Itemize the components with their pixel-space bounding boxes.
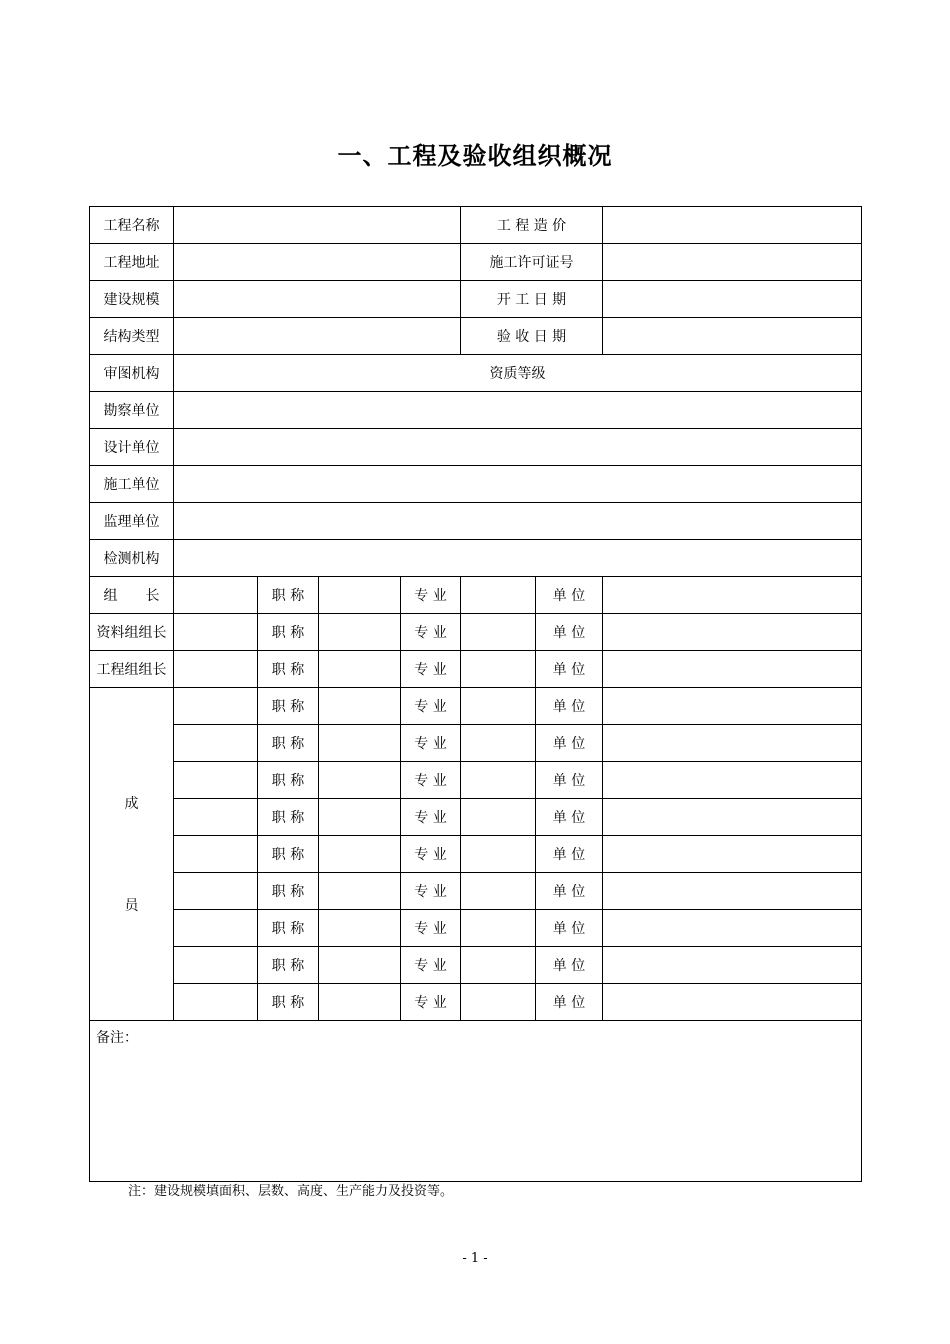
start-date-field[interactable] [603, 281, 862, 318]
table-row [90, 540, 862, 577]
major-field[interactable] [461, 688, 536, 725]
permit-number-field[interactable] [603, 244, 862, 281]
title-field[interactable] [319, 947, 401, 984]
title-field[interactable] [319, 873, 401, 910]
title-label: 职 称 [258, 984, 319, 1021]
field-label: 工 程 造 价 [461, 207, 603, 244]
field-label: 审图机构 [90, 355, 174, 392]
unit-field[interactable] [603, 651, 862, 688]
design-unit-field[interactable] [174, 429, 862, 466]
acceptance-organization-table [89, 206, 862, 1182]
page-number: - 1 - [462, 1251, 488, 1266]
table-row [90, 688, 862, 725]
table-row [90, 392, 862, 429]
title-label: 职 称 [258, 873, 319, 910]
title-label: 职 称 [258, 725, 319, 762]
title-field[interactable] [319, 910, 401, 947]
major-label: 专 业 [401, 651, 461, 688]
table-row [90, 651, 862, 688]
title-label: 职 称 [258, 577, 319, 614]
field-label: 设计单位 [90, 429, 174, 466]
unit-field[interactable] [603, 762, 862, 799]
table-row [90, 799, 862, 836]
footnote: 注：建设规模填面积、层数、高度、生产能力及投资等。 [128, 1184, 454, 1199]
structure-type-field[interactable] [174, 318, 461, 355]
construction-unit-field[interactable] [174, 466, 862, 503]
field-label: 勘察单位 [90, 392, 174, 429]
field-label: 开 工 日 期 [461, 281, 603, 318]
name-field[interactable] [174, 577, 258, 614]
table-row [90, 984, 862, 1021]
unit-field[interactable] [603, 947, 862, 984]
name-field[interactable] [174, 984, 258, 1021]
unit-label: 单 位 [536, 947, 603, 984]
major-field[interactable] [461, 947, 536, 984]
field-label: 施工许可证号 [461, 244, 603, 281]
title-field[interactable] [319, 836, 401, 873]
table-row [90, 614, 862, 651]
unit-field[interactable] [603, 614, 862, 651]
field-label: 建设规模 [90, 281, 174, 318]
title-label: 职 称 [258, 762, 319, 799]
major-label: 专 业 [401, 910, 461, 947]
name-field[interactable] [174, 688, 258, 725]
name-field[interactable] [174, 762, 258, 799]
unit-field[interactable] [603, 577, 862, 614]
field-label: 工程名称 [90, 207, 174, 244]
project-name-field[interactable] [174, 207, 461, 244]
supervision-unit-field[interactable] [174, 503, 862, 540]
major-field[interactable] [461, 577, 536, 614]
role-label: 组 长 [90, 577, 174, 614]
unit-field[interactable] [603, 873, 862, 910]
remarks-label: 备注： [96, 1030, 138, 1046]
major-field[interactable] [461, 910, 536, 947]
page-title: 一、工程及验收组织概况 [337, 142, 613, 170]
qualification-grade-label: 资质等级 [174, 355, 862, 392]
unit-label: 单 位 [536, 873, 603, 910]
unit-label: 单 位 [536, 799, 603, 836]
members-label-bottom: 员 [124, 898, 139, 914]
title-field[interactable] [319, 725, 401, 762]
role-label: 工程组组长 [90, 651, 174, 688]
title-field[interactable] [319, 984, 401, 1021]
unit-label: 单 位 [536, 984, 603, 1021]
major-label: 专 业 [401, 577, 461, 614]
project-address-field[interactable] [174, 244, 461, 281]
members-label-top: 成 [124, 796, 139, 812]
title-label: 职 称 [258, 947, 319, 984]
name-field[interactable] [174, 873, 258, 910]
unit-label: 单 位 [536, 725, 603, 762]
table-row [90, 429, 862, 466]
major-field[interactable] [461, 651, 536, 688]
table-row [90, 281, 862, 318]
major-label: 专 业 [401, 799, 461, 836]
unit-label: 单 位 [536, 910, 603, 947]
name-field[interactable] [174, 910, 258, 947]
field-label: 检测机构 [90, 540, 174, 577]
title-field[interactable] [319, 651, 401, 688]
name-field[interactable] [174, 836, 258, 873]
title-label: 职 称 [258, 688, 319, 725]
major-label: 专 业 [401, 614, 461, 651]
title-label: 职 称 [258, 910, 319, 947]
table-row [90, 207, 862, 244]
table-row [90, 1021, 862, 1182]
remarks-field[interactable] [90, 1021, 862, 1182]
title-field[interactable] [319, 614, 401, 651]
table-row [90, 762, 862, 799]
unit-field[interactable] [603, 984, 862, 1021]
major-label: 专 业 [401, 688, 461, 725]
table-row [90, 910, 862, 947]
major-field[interactable] [461, 984, 536, 1021]
major-field[interactable] [461, 614, 536, 651]
major-field[interactable] [461, 799, 536, 836]
field-label: 验 收 日 期 [461, 318, 603, 355]
field-label: 监理单位 [90, 503, 174, 540]
major-field[interactable] [461, 836, 536, 873]
members-label-cell [90, 688, 174, 1021]
title-label: 职 称 [258, 799, 319, 836]
unit-field[interactable] [603, 910, 862, 947]
acceptance-date-field[interactable] [603, 318, 862, 355]
survey-unit-field[interactable] [174, 392, 862, 429]
major-label: 专 业 [401, 836, 461, 873]
title-field[interactable] [319, 688, 401, 725]
major-label: 专 业 [401, 762, 461, 799]
title-field[interactable] [319, 762, 401, 799]
table-row [90, 836, 862, 873]
major-label: 专 业 [401, 984, 461, 1021]
table-row [90, 244, 862, 281]
field-label: 施工单位 [90, 466, 174, 503]
unit-field[interactable] [603, 836, 862, 873]
table-row [90, 355, 862, 392]
unit-label: 单 位 [536, 688, 603, 725]
title-field[interactable] [319, 577, 401, 614]
title-label: 职 称 [258, 651, 319, 688]
table-row [90, 577, 862, 614]
major-field[interactable] [461, 762, 536, 799]
major-label: 专 业 [401, 873, 461, 910]
unit-label: 单 位 [536, 651, 603, 688]
unit-field[interactable] [603, 799, 862, 836]
name-field[interactable] [174, 614, 258, 651]
table-row [90, 503, 862, 540]
field-label: 结构类型 [90, 318, 174, 355]
construction-scale-field[interactable] [174, 281, 461, 318]
table-row [90, 725, 862, 762]
table-row [90, 466, 862, 503]
table-row [90, 318, 862, 355]
unit-label: 单 位 [536, 836, 603, 873]
major-field[interactable] [461, 873, 536, 910]
unit-label: 单 位 [536, 577, 603, 614]
major-field[interactable] [461, 725, 536, 762]
field-label: 工程地址 [90, 244, 174, 281]
unit-label: 单 位 [536, 762, 603, 799]
unit-field[interactable] [603, 688, 862, 725]
name-field[interactable] [174, 651, 258, 688]
testing-agency-field[interactable] [174, 540, 862, 577]
name-field[interactable] [174, 947, 258, 984]
major-label: 专 业 [401, 947, 461, 984]
name-field[interactable] [174, 799, 258, 836]
table-row [90, 873, 862, 910]
title-label: 职 称 [258, 614, 319, 651]
unit-label: 单 位 [536, 614, 603, 651]
role-label: 资料组组长 [90, 614, 174, 651]
title-field[interactable] [319, 799, 401, 836]
name-field[interactable] [174, 725, 258, 762]
project-cost-field[interactable] [603, 207, 862, 244]
title-label: 职 称 [258, 836, 319, 873]
table-row [90, 947, 862, 984]
unit-field[interactable] [603, 725, 862, 762]
major-label: 专 业 [401, 725, 461, 762]
